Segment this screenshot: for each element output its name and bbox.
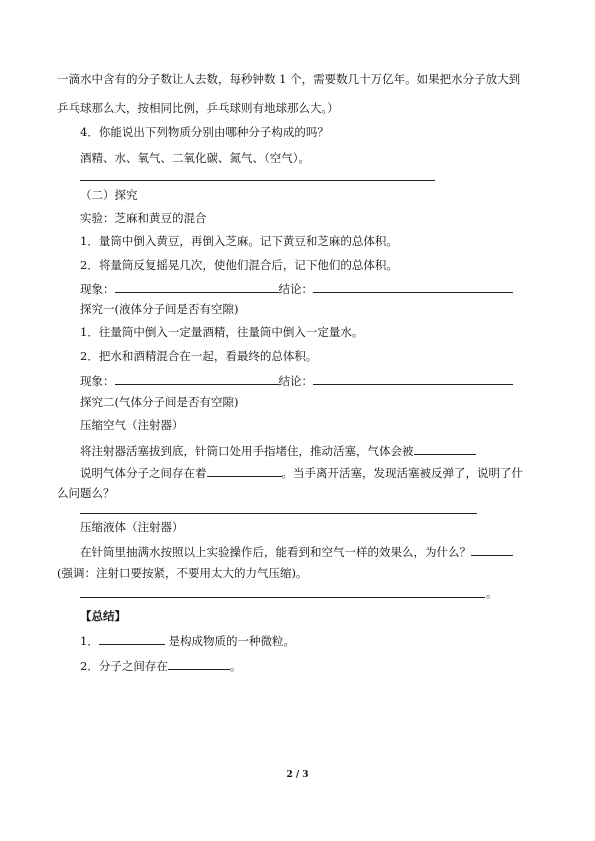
- question-4: 4．你能说出下列物质分别由哪种分子构成的吗？: [80, 125, 329, 139]
- answer-line-air[interactable]: [80, 513, 477, 514]
- conclusion-label: 结论：: [278, 374, 313, 388]
- substance-list: 酒精、水、氧气、二氧化碳、氮气、（空气）。: [80, 151, 310, 165]
- experiment-step-2: 2．将量筒反复摇晃几次，使他们混合后，记下他们的总体积。: [80, 258, 398, 272]
- phenomenon-blank[interactable]: [115, 280, 279, 293]
- summary-heading: 【总结】: [80, 609, 126, 623]
- observation-row-1: [80, 280, 513, 296]
- summary-blank-2[interactable]: [168, 657, 230, 670]
- explain-line-2: 么问题么？: [57, 486, 115, 500]
- page-number: 2 / 3: [286, 770, 309, 780]
- experiment-title: 实验：芝麻和黄豆的混合: [80, 211, 207, 225]
- observation-row-2: [80, 372, 513, 388]
- conclusion-blank[interactable]: [313, 372, 513, 385]
- summary-blank-1[interactable]: [99, 632, 165, 645]
- intro-line-1: 一滴水中含有的分子数让人去数，每秒钟数 1 个，需要数几十万亿年。如果把水分子放大到: [57, 72, 521, 86]
- intro-line-2: 乒乓球那么大，按相同比例，乒乓球则有地球那么大。）: [57, 101, 339, 115]
- inquiry-2-title: 探究二(气体分子间是否有空隙): [80, 395, 239, 409]
- inquiry-1-step-2: 2．把水和酒精混合在一起，看最终的总体积。: [80, 349, 318, 363]
- compressed-blank[interactable]: [414, 442, 476, 455]
- answer-line-q4[interactable]: [80, 180, 435, 181]
- phenomenon-label: 现象：: [80, 374, 115, 388]
- explain-line: 说明气体分子之间存在着 。当手离开活塞，发现活塞被反弹了，说明了什: [80, 466, 523, 480]
- conclusion-blank[interactable]: [313, 280, 513, 293]
- compress-air-title: 压缩空气（注射器）: [80, 418, 184, 432]
- gap-blank[interactable]: [207, 464, 282, 477]
- compress-air-text: 将注射器活塞拔到底，针筒口处用手指堵住，推动活塞，气体会被: [80, 442, 476, 458]
- phenomenon-blank[interactable]: [115, 372, 279, 385]
- summary-item-2: 2．分子之间存在 。: [80, 659, 242, 673]
- summary-item-1: 1． 是构成物质的一种微粒。: [80, 634, 295, 648]
- why-blank[interactable]: [471, 543, 513, 556]
- period-mark: 。: [486, 586, 498, 600]
- phenomenon-label: 现象：: [80, 282, 115, 296]
- compress-liquid-title: 压缩液体（注射器）: [80, 520, 184, 534]
- section-heading: （二）探究: [80, 188, 138, 202]
- emphasis-note: (强调：注射口要按紧，不要用太大的力气压缩)。: [57, 566, 308, 580]
- inquiry-1-step-1: 1．往量筒中倒入一定量酒精，往量筒中倒入一定量水。: [80, 325, 364, 339]
- answer-line-liquid[interactable]: [80, 597, 485, 598]
- conclusion-label: 结论：: [278, 282, 313, 296]
- compress-liquid-text: 在针筒里抽满水按照以上实验操作后，能看到和空气一样的效果么，为什么？: [80, 543, 513, 559]
- inquiry-1-title: 探究一(液体分子间是否有空隙): [80, 302, 239, 316]
- experiment-step-1: 1．量筒中倒入黄豆，再倒入芝麻。记下黄豆和芝麻的总体积。: [80, 234, 398, 248]
